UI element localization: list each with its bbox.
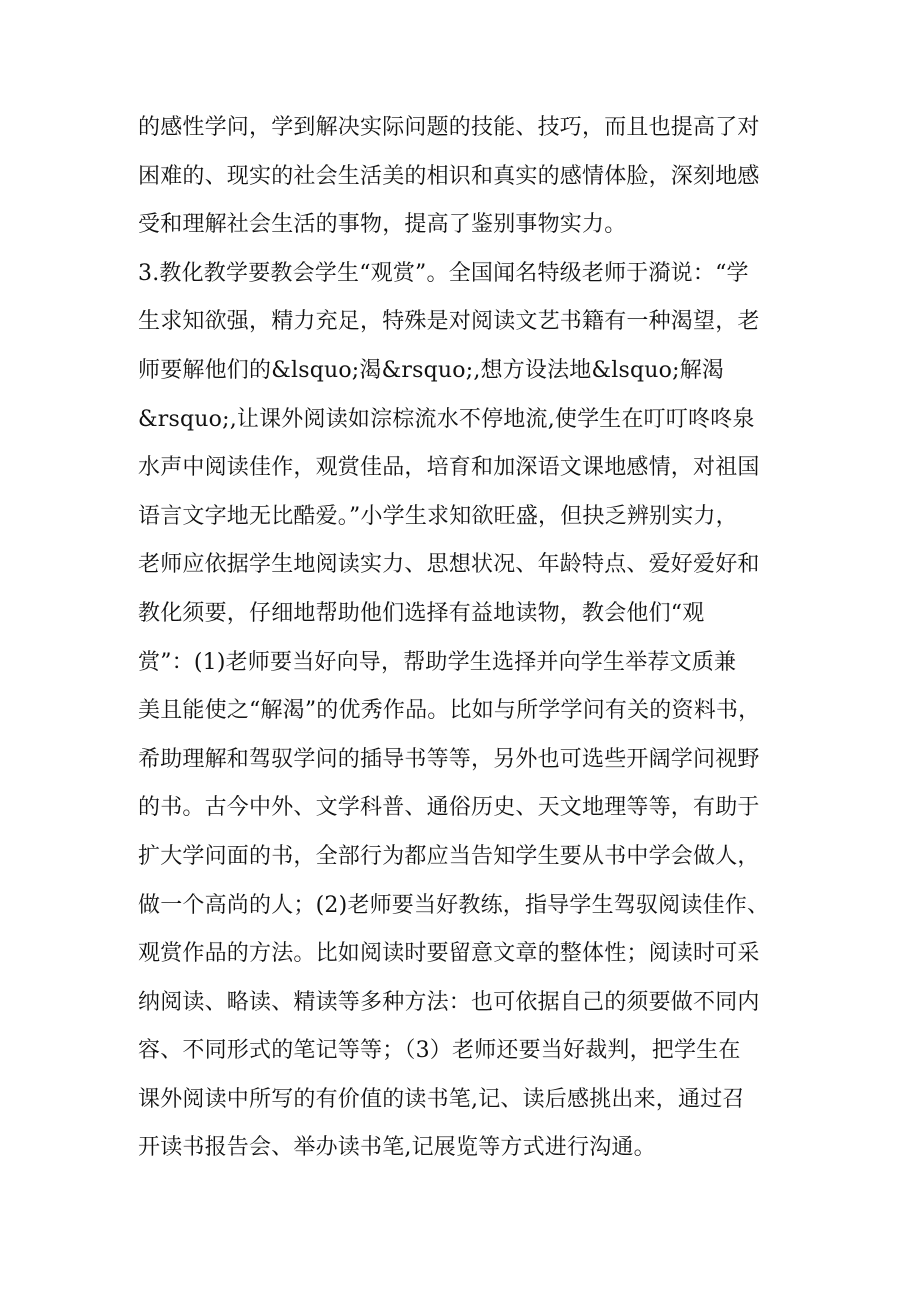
text-line: 赏”：(1)老师要当好向导，帮助学生选择并向学生举荐文质兼 [138, 649, 737, 675]
text-line: 的感性学问，学到解决实际问题的技能、技巧，而且也提高了对 [138, 115, 760, 140]
text-line: 课外阅读中所写的有价值的读书笔,记、读后感挑出来，通过召 [138, 1086, 745, 1112]
text-line: &rsquo;,让课外阅读如淙棕流水不停地流,使学生在叮叮咚咚泉 [138, 406, 755, 432]
text-line: 扩大学问面的书，全部行为都应当告知学生要从书中学会做人， [138, 843, 760, 869]
text-line: 水声中阅读佳作，观赏佳品，培育和加深语文课地感情，对祖国 [138, 455, 760, 481]
text-line: 的书。古今中外、文学科普、通俗历史、天文地理等等，有助于 [138, 795, 760, 821]
text-line: 纳阅读、略读、精读等多种方法：也可依据自己的须要做不同内 [138, 989, 760, 1015]
text-line: 老师应依据学生地阅读实力、思想状况、年龄特点、爱好爱好和 [138, 552, 760, 578]
text-line: 教化须要，仔细地帮助他们选择有益地读物，教会他们“观 [138, 600, 705, 626]
text-line: 师要解他们的&lsquo;渴&rsquo;,想方设法地&lsquo;解渴 [138, 357, 725, 383]
text-line: 做一个高尚的人；(2)老师要当好教练，指导学生驾驭阅读佳作、 [138, 892, 770, 918]
text-line: 观赏作品的方法。比如阅读时要留意文章的整体性；阅读时可采 [138, 941, 760, 967]
text-line: 容、不同形式的笔记等等；（3）老师还要当好裁判，把学生在 [138, 1038, 741, 1064]
text-line: 美且能使之“解渴”的优秀作品。比如与所学学问有关的资料书， [138, 698, 761, 724]
body-text [138, 104, 798, 1173]
text-line: 希助理解和驾驭学问的插导书等等，另外也可选些开阔学问视野 [138, 746, 760, 772]
text-line: 语言文字地无比酷爱。”小学生求知欲旺盛，但抉乏辨别实力， [138, 503, 738, 529]
text-line: 困难的、现实的社会生活美的相识和真实的感情体脸，深刻地感 [138, 163, 760, 189]
text-line: 受和理解社会生活的事物，提高了鉴别事物实力。 [138, 212, 627, 238]
text-line: 3.教化教学要教会学生“观赏”。全国闻名特级老师于漪说：“学 [138, 260, 749, 286]
text-line: 开读书报告会、举办读书笔,记展览等方式进行沟通。 [138, 1135, 656, 1161]
text-line: 生求知欲强，精力充足，特殊是对阅读文艺书籍有一种渴望，老 [138, 309, 760, 335]
